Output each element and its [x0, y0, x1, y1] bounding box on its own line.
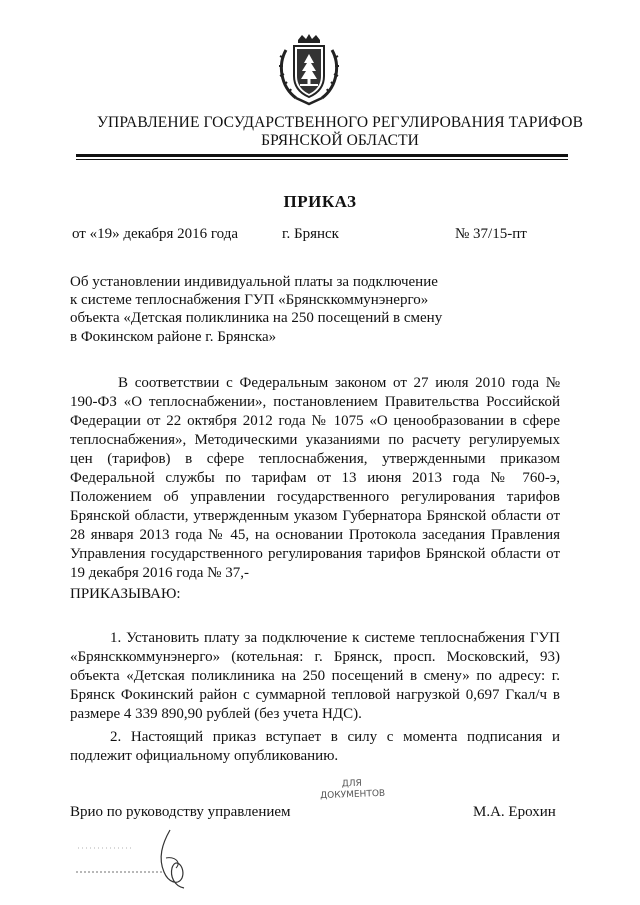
- subject-line: объекта «Детская поликлиника на 250 посещений в смену: [70, 310, 443, 327]
- document-date: от «19» декабря 2016 года: [72, 226, 239, 242]
- organization-name-line1: УПРАВЛЕНИЕ ГОСУДАРСТВЕННОГО РЕГУЛИРОВАНИЯ ТАРИФОВ: [96, 114, 584, 131]
- header-divider-thick: [76, 154, 568, 157]
- order-item-1: 1. Установить плату за подключение к системе теплоснабжения ГУП «Брянсккоммунэнерго» (котельная: г. Брянск, просп. Московский, 93) объекта «Детская поликлиника на 250 посещений в смену» по адресу: г. Брянск Фокинский район с суммарной тепловой нагрузкой 0,697 Гкал/ч в размере 4 339 890,90 рублей (без учета НДС).: [70, 630, 560, 722]
- order-item-2: 2. Настоящий приказ вступает в силу с момента подписания и подлежит официальному опубликованию.: [70, 729, 560, 764]
- handwritten-signature: [74, 828, 234, 890]
- subject-line: в Фокинском районе г. Брянска»: [70, 328, 277, 345]
- document-number: № 37/15-пт: [455, 226, 527, 242]
- decree-word: ПРИКАЗЫВАЮ:: [70, 586, 181, 602]
- stamp-line: ДЛЯ: [341, 778, 362, 790]
- document-city: г. Брянск: [282, 226, 339, 242]
- document-title: ПРИКАЗ: [283, 192, 357, 211]
- signer-position: Врио по руководству управлением: [70, 804, 291, 820]
- stamp-line: ДОКУМЕНТОВ: [320, 788, 386, 802]
- subject-line: Об установлении индивидуальной платы за подключение: [70, 274, 438, 290]
- organization-name-line2: БРЯНСКОЙ ОБЛАСТИ: [261, 132, 419, 149]
- coat-of-arms-emblem: [276, 34, 342, 106]
- official-stamp: [320, 778, 385, 802]
- document-subject: [70, 273, 450, 346]
- subject-line: к системе теплоснабжения ГУП «Брянсккоммунэнерго»: [70, 292, 429, 309]
- preamble-paragraph: В соответствии с Федеральным законом от 27 июля 2010 года № 190-ФЗ «О теплоснабжении», постановлением Правительства Российской Федерации от 22 октября 2012 года № 1075 «О ценообразовании в сфере теплоснабжения», Методическими указаниями по расчету регулируемых цен (тарифов) в сфере теплоснабжения, утвержденными приказом Федеральной службы по тарифам от 13 июня 2013 года № 760-э, Положением об управлении государственного регулирования тарифов Брянской области, утвержденным указом Губернатора Брянской области от 28 января 2013 года № 45, на основании Протокола заседания Правления Управления государственного регулирования тарифов Брянской области от 19 декабря 2016 года № 37,-: [70, 375, 560, 581]
- header-divider-thin: [76, 159, 568, 160]
- signer-name: М.А. Ерохин: [473, 804, 556, 820]
